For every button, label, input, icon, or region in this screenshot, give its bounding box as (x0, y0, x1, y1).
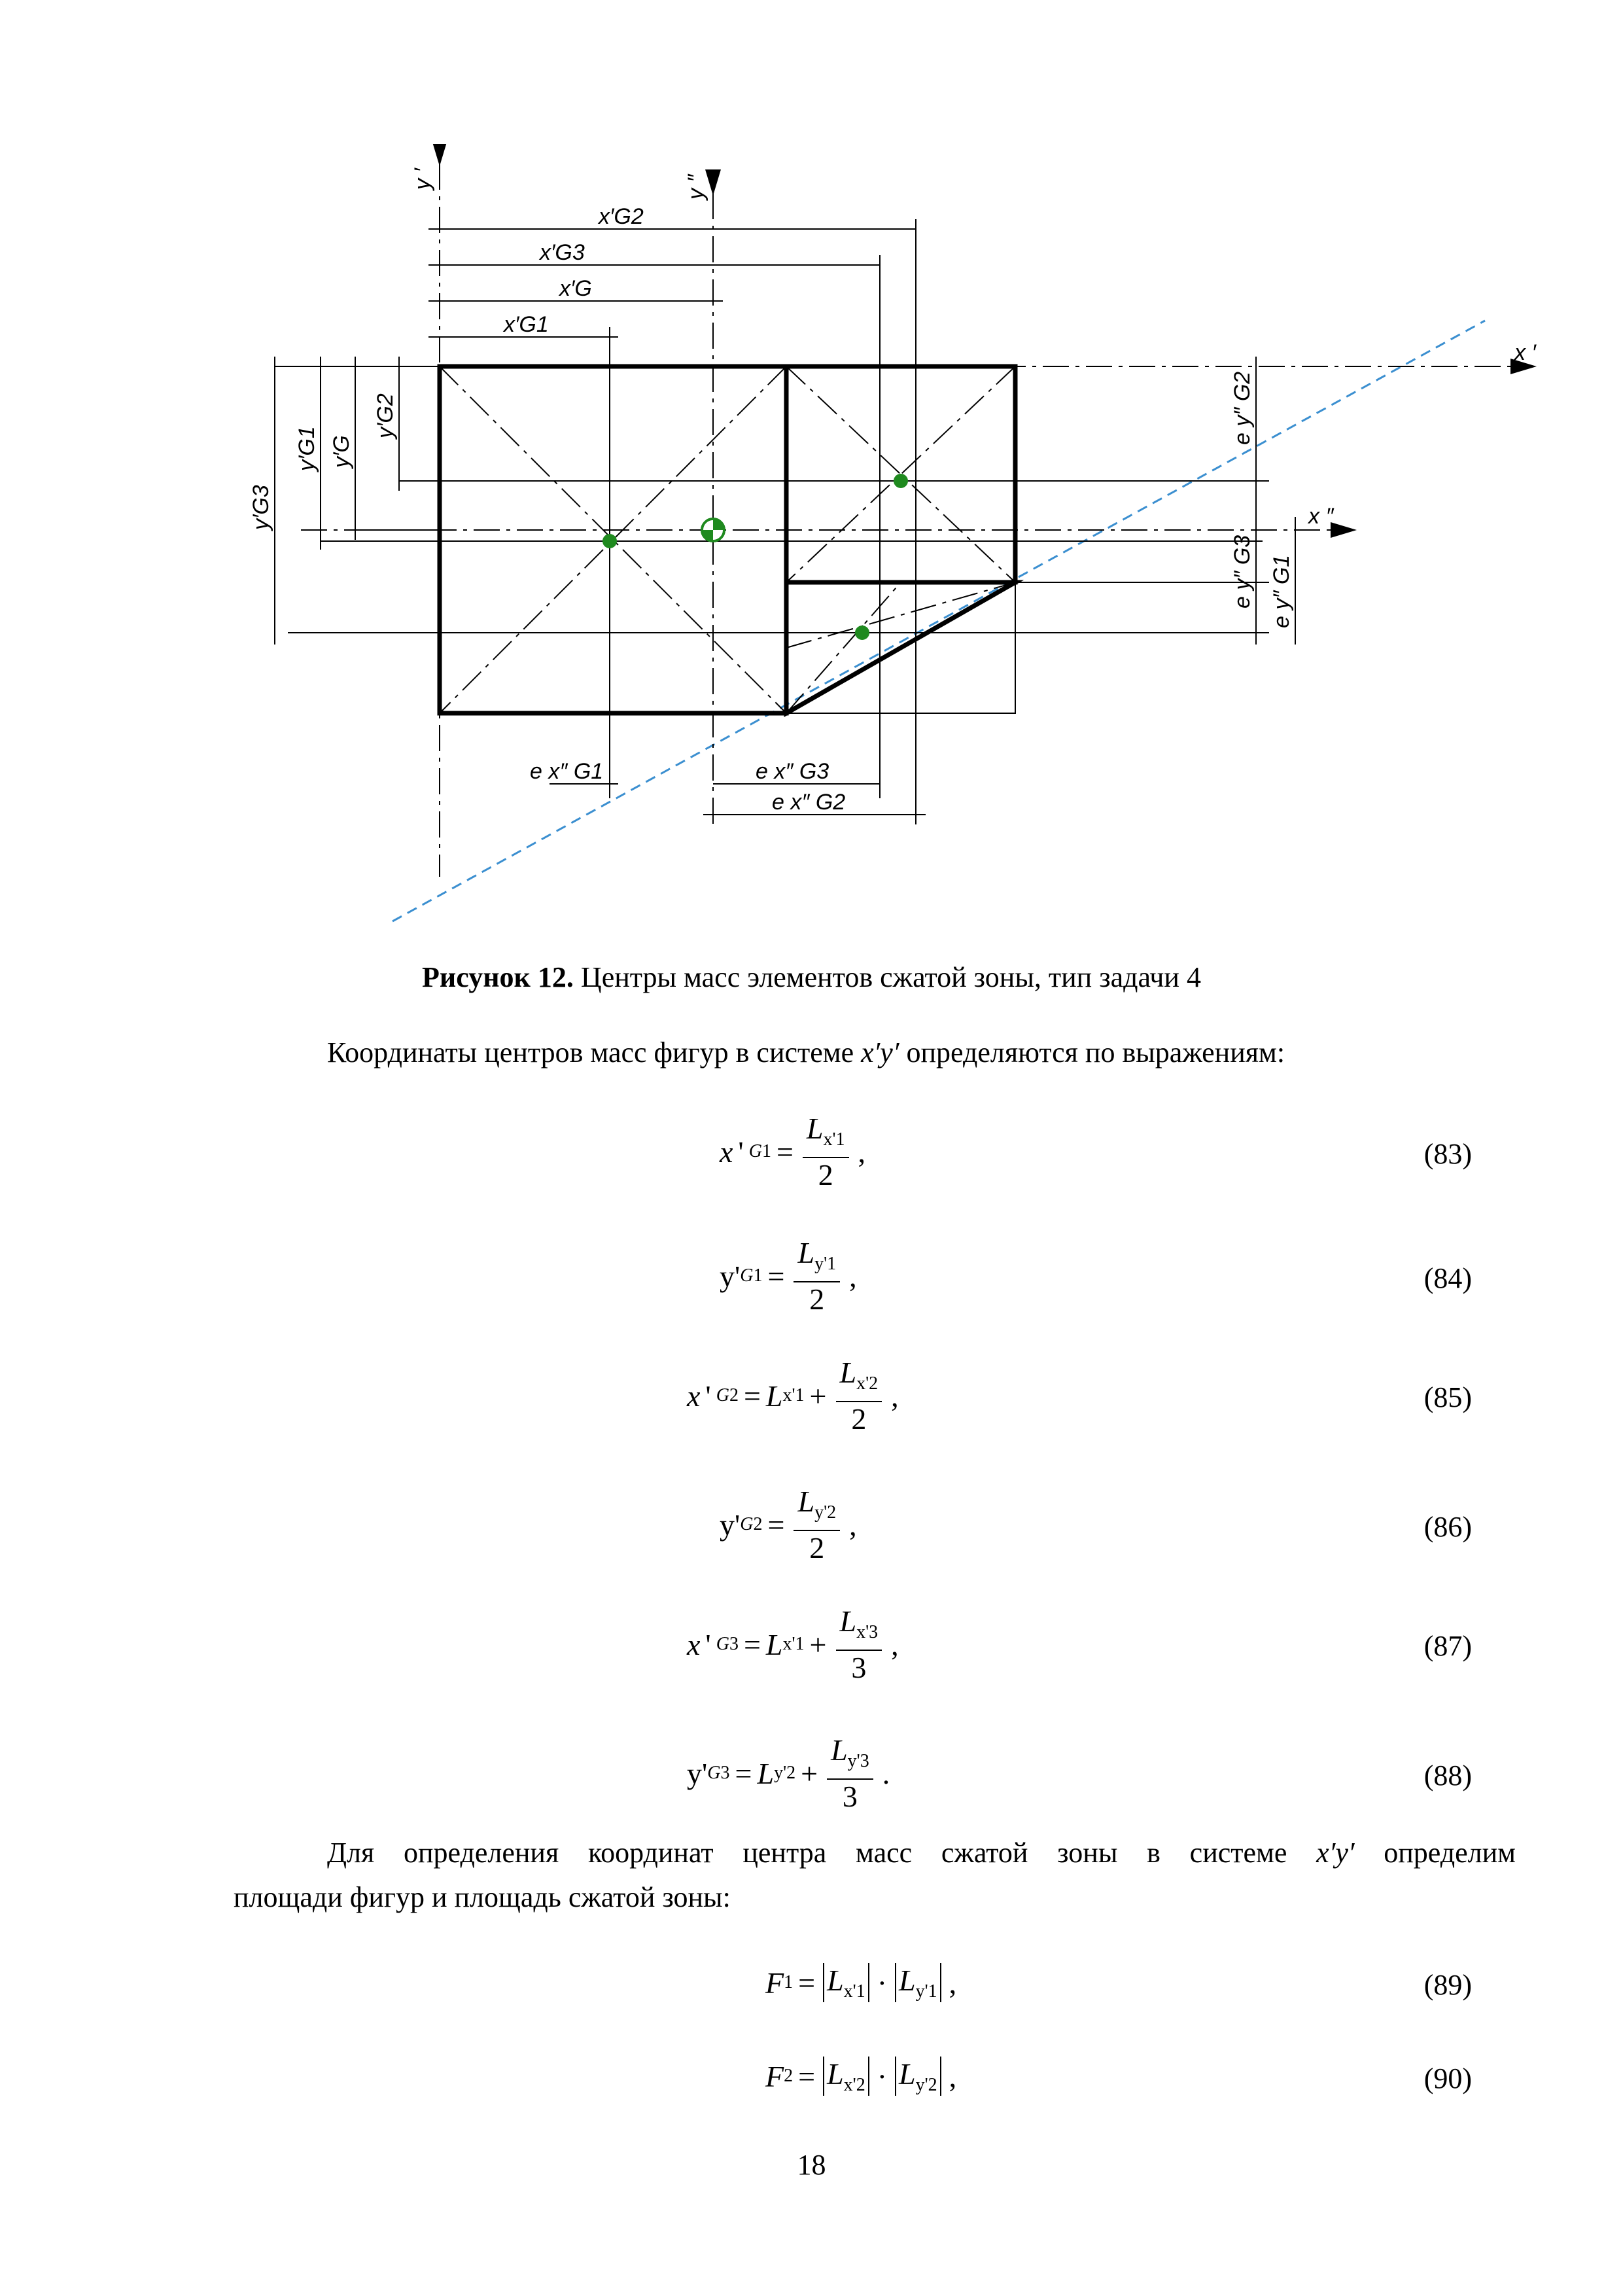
triangle-figure-3 (786, 582, 1015, 713)
equation-86: y' G 2 = $\frac{L_{y'2}}{2}$ , (720, 1484, 857, 1564)
figure-12-drawing (236, 144, 1577, 939)
centroid-g3 (855, 626, 869, 640)
intro-paragraph: Координаты центров масс фигур в системе x′y′ определяются по выражениям: (327, 1036, 1285, 1069)
equation-89: F 1 = $L_{x'1}$ · $L_{y'1}$ , (765, 1964, 957, 2002)
equation-85: x ' G 2 = L x'1 + $\frac{L_{x'2}}{2}$ , (687, 1355, 899, 1436)
centroid-diagram (236, 144, 1577, 939)
areas-paragraph: Для определения координат центра масс сжатой зоны в системе x′y′ определим площади фигур и площадь сжатой зоны: (234, 1837, 1516, 1913)
caption-text: Центры масс элементов сжатой зоны, тип задачи 4 (573, 961, 1201, 993)
label-x-double-prime: x ″ (1308, 504, 1334, 529)
label-yg: y′G (329, 435, 354, 468)
centroid-g1 (602, 534, 617, 548)
centroid-markers (602, 474, 908, 640)
label-x-prime: x ′ (1514, 340, 1536, 365)
caption-label: Рисунок 12. (422, 961, 574, 993)
label-yg1: y′G1 (294, 426, 319, 471)
equation-number-87: (87) (1423, 1630, 1472, 1662)
label-ex-g2: e x″ G2 (772, 790, 846, 815)
label-xg3: x′G3 (540, 240, 585, 265)
equation-number-89: (89) (1423, 1969, 1472, 2001)
label-ex-g3: e x″ G3 (756, 759, 829, 784)
label-ey-g3: e y″ G3 (1230, 535, 1255, 609)
label-yg3: y′G3 (249, 485, 273, 530)
label-xg2: x′G2 (599, 204, 644, 229)
label-yg2: y′G2 (373, 393, 398, 438)
label-ex-g1: e x″ G1 (530, 759, 604, 784)
label-xg1: x′G1 (504, 312, 549, 337)
equation-number-83: (83) (1423, 1138, 1472, 1170)
equation-88: y' G 3 = L y'2 + $\frac{L_{y'3}}{3}$ . (687, 1733, 890, 1813)
figure-caption (0, 959, 1623, 996)
label-xg: x′G (559, 276, 592, 301)
equation-number-86: (86) (1423, 1511, 1472, 1543)
label-ey-g2: e y″ G2 (1230, 371, 1255, 445)
equation-number-84: (84) (1423, 1262, 1472, 1294)
label-y-prime: y ′ (410, 168, 435, 190)
equation-number-90: (90) (1423, 2062, 1472, 2094)
equation-90: F 2 = $L_{x'2}$ · $L_{y'2}$ , (765, 2057, 957, 2095)
label-y-double-prime: y ″ (684, 174, 708, 200)
equation-number-85: (85) (1423, 1381, 1472, 1413)
page-number: 18 (797, 2149, 826, 2181)
label-ey-g1: e y″ G1 (1269, 554, 1294, 628)
neutral-axis-line (393, 321, 1485, 921)
equation-84: y' G 1 = $\frac{L_{y'1}}{2}$ , (720, 1235, 857, 1316)
equation-83: x ' G 1 = $\frac{L_{x'1}}{2}$ , (720, 1111, 866, 1192)
centroid-g2 (894, 474, 908, 488)
equation-87: x ' G 3 = L x'1 + $\frac{L_{x'3}}{3}$ , (687, 1604, 899, 1684)
equation-number-88: (88) (1423, 1759, 1472, 1792)
